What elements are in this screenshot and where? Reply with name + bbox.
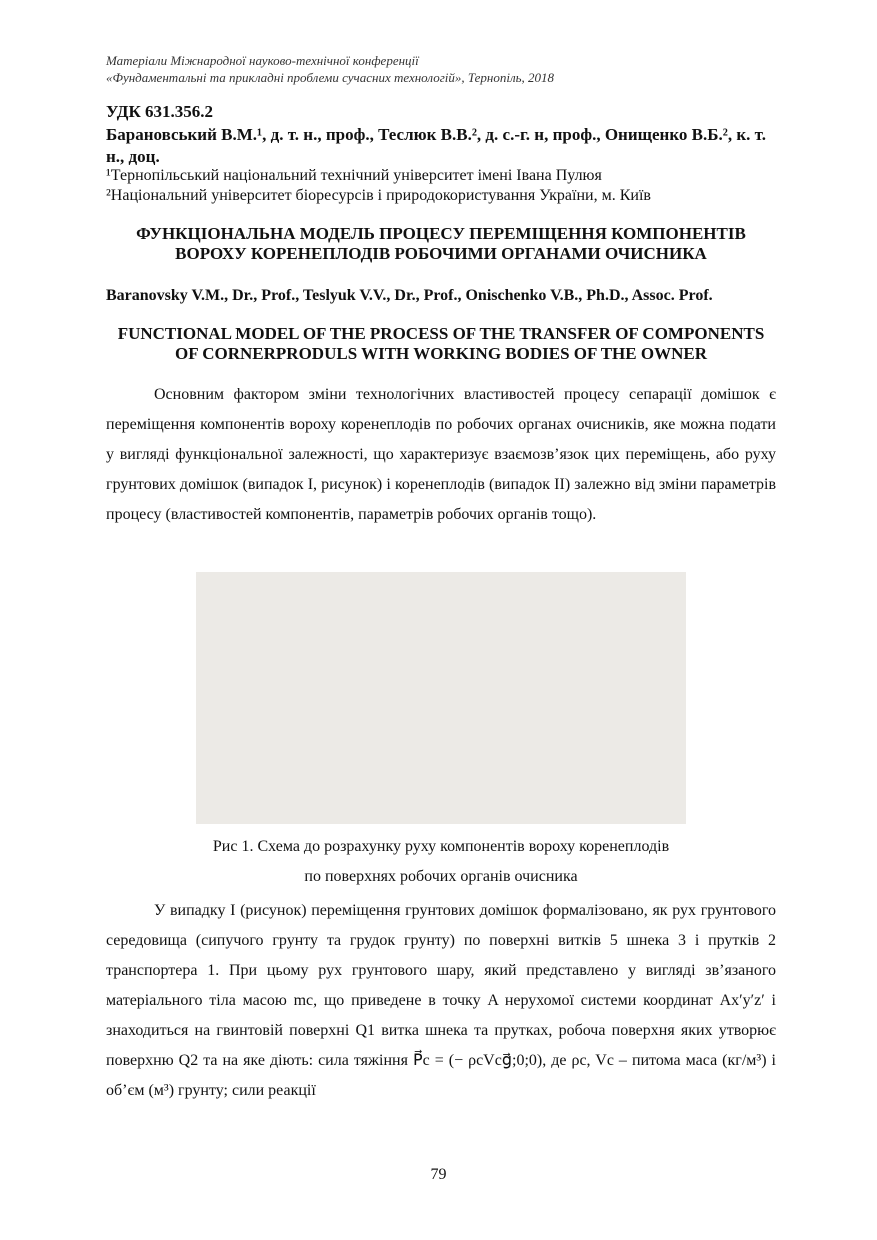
affiliation-1: ¹Тернопільський національний технічний університет імені Івана Пулюя [106,167,602,184]
paragraph-case-one: У випадку I (рисунок) переміщення грунтових домішок формалізовано, як рух грунтового середовища (сипучого грунту та грудок грунту) по поверхні витків 5 шнека 3 і прутків 2 транспортера 1. При цьому рух грунтового шару, який представлено у вигляді зв’язаного матеріального тіла масою mc, що приведене в точку A нерухомої системи координат Ax′y′z′ і знаходиться на гвинтовій поверхні Q1 витка шнека та прутках, робоча поверхня яких утворює поверхню Q2 та на яке діють: сила тяжіння P⃗c = (− ρcVcg⃗;0;0), де ρc, Vc – питома маса (кг/м³) і об’єм (м³) грунту; сили реакції [106,902,776,1099]
authors-ua: Барановський В.М.¹, д. т. н., проф., Теслюк В.В.², д. с.-г. н, проф., Онищенко В.Б.², к. т. н., доц. [106,125,766,166]
title-en: FUNCTIONAL MODEL OF THE PROCESS OF THE TRANSFER OF COMPONENTS OF CORNERPRODULS WITH WORKING BODIES OF THE OWNER [117,324,765,363]
authors-en: Baranovsky V.M., Dr., Prof., Teslyuk V.V., Dr., Prof., Onischenko V.B., Ph.D., Assoc. Prof. [106,287,713,304]
udk-code: УДК 631.356.2 [106,102,214,121]
affiliation-2: ²Національний університет біоресурсів і природокористування України, м. Київ [106,187,651,204]
title-ua: ФУНКЦІОНАЛЬНА МОДЕЛЬ ПРОЦЕСУ ПЕРЕМІЩЕННЯ КОМПОНЕНТІВ ВОРОХУ КОРЕНЕПЛОДІВ РОБОЧИМИ ОРГАНАМИ ОЧИСНИКА [136,224,746,263]
conference-line-2: «Фундаментальні та прикладні проблеми сучасних технологій», Тернопіль, 2018 [106,70,555,85]
paragraph-intro: Основним фактором зміни технологічних властивостей процесу сепарації домішок є переміщення компонентів вороху коренеплодів по робочих органах очисників, яке можна подати у вигляді функціональної залежності, що характеризує взаємозв’язок цих переміщень, або руху грунтових домішок (випадок I, рисунок) і коренеплодів (випадок II) залежно від зміни параметрів процесу (властивостей компонентів, параметрів робочих органів тощо). [106,386,776,523]
caption-line-1: Рис 1. Схема до розрахунку руху компонентів вороху коренеплодів [212,838,670,855]
conference-line-1: Матеріали Міжнародної науково-технічної конференції [106,53,419,68]
page-number: 79 [430,1166,447,1183]
figure-caption [106,832,776,892]
caption-line-2: по поверхнях робочих органів очисника [304,868,578,885]
figure-veiled [196,572,686,824]
conference-header [106,52,554,86]
affiliations [106,166,651,206]
